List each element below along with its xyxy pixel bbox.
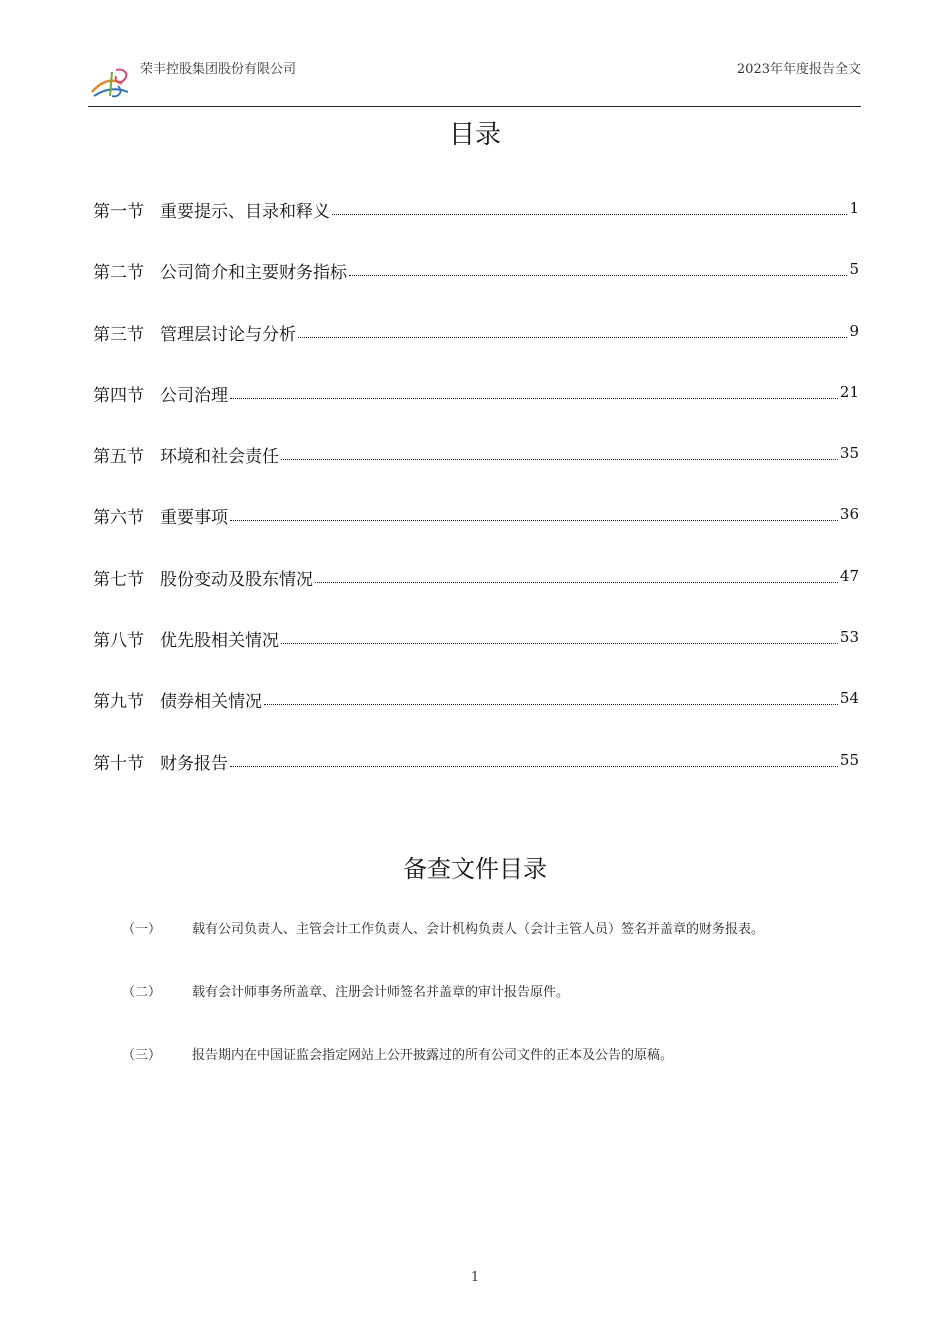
reference-file-text: 报告期内在中国证监会指定网站上公开披露过的所有公司文件的正本及公告的原稿。 (192, 1048, 674, 1063)
reference-file-item (122, 918, 842, 981)
toc-leader (332, 197, 847, 215)
toc-item[interactable] (93, 749, 859, 810)
toc-title: 股份变动及股东情况 (160, 569, 313, 590)
toc-title: 管理层讨论与分析 (160, 324, 296, 345)
reference-files-list (122, 918, 842, 1107)
toc-page: 54 (839, 689, 859, 708)
toc-section: 第八节 (93, 631, 144, 652)
toc-leader (230, 503, 838, 521)
reference-file-item (122, 981, 842, 1044)
page-header (88, 54, 861, 107)
reference-file-number: （二） (122, 985, 162, 1000)
toc-section: 第九节 (93, 692, 144, 713)
toc-leader (264, 687, 838, 705)
page-title: 目录 (448, 120, 501, 150)
toc-section: 第五节 (93, 447, 144, 468)
toc-section: 第六节 (93, 508, 144, 529)
toc-section: 第四节 (93, 385, 144, 406)
toc-page: 53 (839, 628, 859, 647)
toc-section: 第七节 (93, 569, 144, 590)
toc-title: 债券相关情况 (160, 692, 262, 713)
company-name: 荣丰控股集团股份有限公司 (140, 62, 297, 77)
toc-item[interactable] (93, 442, 859, 503)
toc-leader (298, 320, 847, 338)
toc-title: 重要事项 (160, 508, 228, 529)
toc-section: 第十节 (93, 753, 144, 774)
toc-page: 35 (839, 444, 859, 463)
toc-item[interactable] (93, 381, 859, 442)
toc-page: 1 (849, 199, 859, 217)
reference-file-text: 载有公司负责人、主管会计工作负责人、会计机构负责人（会计主管人员）签名并盖章的财务报表。 (192, 922, 765, 937)
toc-title: 公司治理 (160, 385, 228, 406)
company-logo-icon (88, 62, 136, 102)
toc-page: 36 (839, 505, 859, 524)
toc-leader (281, 442, 838, 460)
reference-file-text: 载有会计师事务所盖章、注册会计师签名并盖章的审计报告原件。 (192, 985, 570, 1000)
toc-section: 第二节 (93, 263, 144, 284)
toc-leader (230, 381, 838, 399)
toc-section: 第三节 (93, 324, 144, 345)
toc-leader (230, 749, 838, 767)
toc-leader (281, 626, 838, 644)
toc-title: 财务报告 (160, 753, 228, 774)
toc-item[interactable] (93, 197, 859, 258)
toc-page: 47 (839, 566, 859, 585)
reference-files-title: 备查文件目录 (403, 855, 547, 883)
toc-page: 21 (839, 382, 859, 401)
toc-title: 优先股相关情况 (160, 631, 279, 652)
page-number: 1 (470, 1270, 480, 1285)
toc-item[interactable] (93, 258, 859, 319)
toc-leader (349, 258, 847, 276)
toc-item[interactable] (93, 687, 859, 748)
toc-title: 重要提示、目录和释义 (160, 202, 330, 222)
toc-page: 55 (839, 750, 859, 769)
reference-file-number: （一） (122, 922, 162, 937)
toc-title: 公司简介和主要财务指标 (160, 263, 347, 284)
toc-item[interactable] (93, 503, 859, 564)
toc-item[interactable] (93, 320, 859, 381)
toc-item[interactable] (93, 565, 859, 626)
toc-title: 环境和社会责任 (160, 447, 279, 468)
table-of-contents (93, 197, 859, 810)
toc-page: 9 (849, 321, 859, 340)
toc-page: 5 (849, 260, 859, 279)
reference-file-number: （三） (122, 1048, 162, 1063)
toc-section: 第一节 (93, 202, 144, 222)
report-name: 2023年年度报告全文 (736, 62, 861, 77)
toc-item[interactable] (93, 626, 859, 687)
toc-leader (315, 565, 838, 583)
reference-file-item (122, 1044, 842, 1107)
